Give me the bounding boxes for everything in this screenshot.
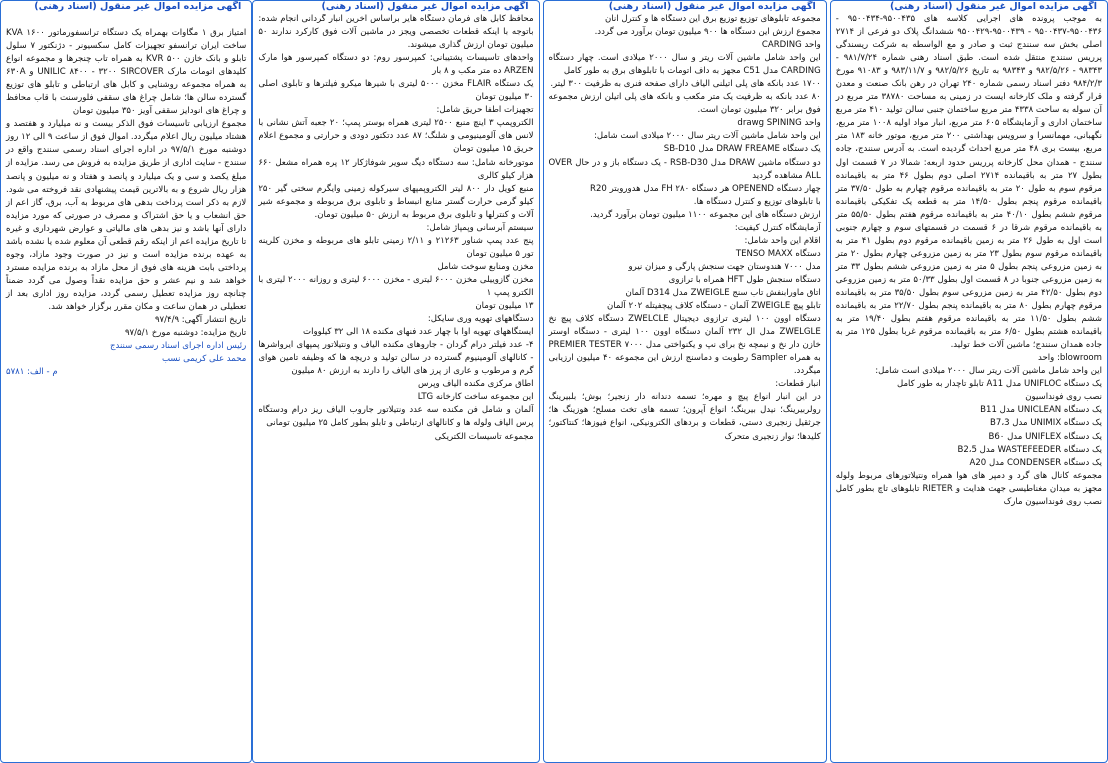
ad-column-2 xyxy=(543,0,827,763)
signature-block: رئیس اداره اجرای اسناد رسمی سنندج محمد علی کریمی نسب xyxy=(109,341,247,365)
ad-column-1 xyxy=(830,0,1108,763)
ad-body-text: امتیاز برق ۱ مگاوات بهمراه یک دستگاه ترانسفورماتور ۱۶۰۰ KVA ساخت ایران ترانسفو تجهیزات کامل سکسیونر - دژنکتور ۷ سلول تابلو و بانک خازن ۵۰۰ KVR به همراه تاب چنجرها و مجموعه انواع کلیدهای اتومات مارک UNILIC ۸۴۰۰ - ۳۲۰۰ SIRCOVER و ۶۳۰A به همراه مجموعه روشنایی و کابل های ارتباطی و تابلو های توزیع گسترده سالن ها؛ شامل چراغ های سقفی فلورسنت با قاب محافظ و چراغ های انودایز سقفی آویز ۳۵۰ میلیون تومان مجموع ارزیابی تاسیسات فوق الذکر بیست و نه میلیارد و هفتصد و هشتاد میلیون ریال اعلام میگردد. اموال فوق از ساعت ۹ الی ۱۲ روز دوشنبه مورخ ۹۷/۵/۱ در اداره اجرای اسناد رسمی سنندج واقع در سنندج - سایت اداری از طریق مزایده به فروش می رسد. مزایده از مبلغ یکصد و سی و یک میلیارد و پانصد و هفتاد و نه میلیون و پانصد هزار ریال شروع و به بالاترین قیمت پیشنهادی نقد فروخته می شود. لازم به ذکر است پرداخت بدهی های مربوط به آب، برق، گاز اعم از حق انشعاب و یا حق اشتراک و مصرف در صورتی که مورد مزایده دارای آنها باشد و نیز بدهی های مالیاتی و عوارض شهرداری و غیره تا تاریخ مزایده اعم از اینکه رقم قطعی آن معلوم شده یا نشده باشد به عهده برنده مزایده است و نیز در صورت وجود مازاد، وجوه پرداختی بابت هزینه های فوق از محل مازاد به برنده مزایده مسترد خواهد شد و نیم عشر و حق مزایده نقداً وصول می گردد ضمناً چنانچه روز مزایده تعطیل رسمی گردد، مزایده روز اداری بعد از تعطیلی در همان ساعت و مکان مقرر برگزار خواهد شد. تاریخ انتشار آگهی: ۹۷/۴/۹ تاریخ مزایده: دوشنبه مورخ ۹۷/۵/۱ xyxy=(6,28,247,339)
ad-body-text: محافظ کابل های فرمان دستگاه هایر براساس آخرین انبار گردانی انجام شده: باتوجه با اینکه قطعات تخصصی ویجز در ماشین آلات فوق کارکرد ندارند ۵۰ میلیون تومان ارزش گذاری میشوند. واحدهای تاسیسات پشتیبانی: کمپرسور روم: دو دستگاه کمپرسور هوا مارک ARZEN ده متر مکب و ۸ بار یک دستگاه FLAIR مخزن ۵۰۰۰ لیتری با شیرها میکرو فیلترها و تابلوی اصلی ۳۰ میلیون تومان تجهیزات اطفا حریق شامل: الکتروپمپ ۳ اینچ منبع ۲۵۰۰ لیتری همراه بوستر پمپ؛ ۲۰ جعبه آتش نشانی با لانس های آلومینیومی و شلنگ؛ ۸۷ عدد دتکتور دودی و حرارتی و مجموع اعلام حریق ۱۵ میلیون تومان موتورخانه شامل: سه دستگاه دیگ سویر شوفاژکار ۱۲ پره همراه مشعل ۶۶۰ هزار کیلو کالری منبع کویل دار ۸۰۰ لیتر الکتروپمپهای سیرکوله زمینی وایگرم سختی گیر ۲۵۰ کیلو گرمی حرارت گستر منابع انبساط و تابلوی برق مربوطه و مجموعه شیر آلات و کنترلها و تابلوی برق مربوط به ارزش ۵۰ میلیون تومان. سیستم آبرسانی وپمپاژ شامل: پنج عدد پمپ شناور ۲۱۲۶۳ و ۲/۱۱ زمینی تابلو های مربوطه و مخزن کلرینه تور ۵ میلیون تومان مخزن ومنابع سوخت شامل مخزن گازوییلی مخزن ۶۰۰۰ لیتری - مخزن ۶۰۰۰ لیتری و روزانه ۲۰۰۰ لیتری با الکترو پمپ ۱ ۱۳ میلیون تومان دستگاههای تهویه وری سایکل: ایستگاههای تهویه اوا با چهار عدد فنهای مکنده ۱۸ الی ۳۲ کیلووات ۴- عدد فیلتر درام گردان - جاروهای مکنده الیاف و ونتیلاتور پمپهای ایرواشرها - کانالهای آلومینیوم گسترده در سالن تولید و دریچه ها که وظیفه تامین هوای گرم و مرطوب و عاری از پرز های الیاف را دارند به ارزش ۸۰ میلیون اطاق مرکزی مکنده الیاف وپرس این مجموعه ساخت کارخانه LTG آلمان و شامل فن مکنده سه عدد ونتیلاتور جاروب الیاف ریز درام ودستگاه پرس الیاف ولوله ها و کانالهای ارتباطی و تابلو بطور کامل ۲۵ میلیون تومانی مجموعه تاسیسات الکتریکی xyxy=(258,14,534,442)
ad-title: آگهی مزایده اموال غیر منقول (اسناد رهنی) xyxy=(7,0,245,13)
ad-code: م - الف: ۵۷۸۱ xyxy=(6,367,58,378)
ad-title: آگهی مزایده اموال غیر منقول (اسناد رهنی) xyxy=(317,0,532,14)
ad-column-3 xyxy=(252,0,539,763)
ad-body-text: به موجب پرونده های اجرایی کلاسه های ۹۵۰۰۴۳۵-۹۵۰۰۴۳۴ - ۹۵۰۰۴۳۶-۹۵۰۰۴۳۷ - ۹۵۰۰۴۳۹-۹۵۰۰۴۲۹ ششدانگ پلاک دو فرعی از ۲۷۱۴ اصلی بخش سه سنندج ثبت و صادر و مع الواسطه به شرکت ریسندگی پرریس سنندج منتقل شده است. طبق اسناد رهنی شماره ۹۸۱/۷/۲۴ - ۹۸۳۴۳ - ۹۸۲/۵/۲۶ و ۹۸۳۴۳ به تاریخ ۹۸۲/۵/۲۶ و ۹۸۳/۱۱/۷ و ۹۱۰۸۳ مورخ ۹۸۴/۲/۳ دفتر اسناد رسمی شماره ۲۴۰ تهران در رهن بانک صنعت و معدن قرار گرفته و ملک کارخانه ایست در زمینی به مساحت ۳۸۷۸۰ متر مربع در آن سوله به ساحت ۴۳۳۸ متر مربع ساختمان جنبی سالن تولید ۴۱۰ متر مربع ساختمان اداری و آزمایشگاه ۶۰۵ متر مربع، انبار مواد اولیه ۱۰۰۸ متر مربع، نگهبانی، مهمانسرا و سرویس بهداشتی ۲۰۰ متر مربع، موتور خانه ۱۸۳ متر مربع، بیست بری ۴۸ متر مربع احداث گردیده است. به آدرس سنندج، جاده سنندج - همدان محل کارخانه پرریس حدود اربعه: شمالا در ۷ قسمت اول بطول ۲۷ متر به باقیمانده ۲۷۱۴ اصلی دوم بطول ۴۶ متر به باقیمانده مرقوم سوم به طول ۲۰ متر به باقیمانده مرقوم چهارم به طول ۳۷/۵۰ متر باقیمانده مرقوم پنجم بطول ۱۴/۵۰ متر به قطعه یک تفکیکی باقیمانده مرقوم ششم بطول ۴۰/۱۰ متر به باقیمانده مرقوم هفتم بطول ۵۵/۵۰ متر به باقیمانده مرقوم شرقا در ۶ قسمت در قسمتهای سوم و چهارم جنوبی است اول به طول ۲۶ متر به زمین باقیمانده مرقوم دوم بطول ۴۱ متر به باقیمانده مرقوم سوم بطول ۲۳ متر به زمین مزروعی چهارم بطول ۲۰ متر به زمین مزروعی پنجم بطول ۵ متر به زمین مزروعی ششم بطول ۳۳ متر به زمین مزروعی جنوبا در ۸ قسمت اول بطول ۵۰/۳۳ متر به زمین مزروعی دوم بطول ۴۲/۵۰ متر به زمین مزروعی سوم بطول ۳۵/۵۰ متر به باقیمانده مرقوم چهارم بطول ۸۰ متر به باقیمانده پنجم بطول ۲۲/۷۰ متر به باقیمانده ششم بطول ۱۱/۵۰ متر به باقیمانده مرقوم هفتم بطول ۱۹/۴۰ متر به باقیمانده هشتم بطول ۶/۵۰ متر به باقیمانده مرقوم غربا بطول ۱۲۵ متر به جاده همدان سنندج؛ ماشین آلات خط تولید. blowroom: واحد این واحد شامل ماشین آلات ریتر سال ۲۰۰۰ میلادی است شامل: یک دستگاه UNIFLOC مدل A11 تابلو تاچدار به طور کامل نصب روی فونداسیون یک دستگاه UNICLEAN مدل B11 یک دستگاه UNIMIX مدل B7،3 یک دستگاه UNIFLEX مدل B6۰ یک دستگاه WASTEFEEDER مدل B2،5 یک دستگاه CONDENSER مدل A20 مجموعه کانال های گرد و دمپر های هوا همراه ونتیلاتورهای مربوط ولوله مجهز به میدان مغناطیسی جهت هدایت و RIETER تابلوهای تاچ بطور کامل نصب روی فونداسیون مارک xyxy=(835,14,1103,507)
ad-column-4 xyxy=(0,0,252,763)
ad-body-text: مجموعه تابلوهای توزیع توزیع برق این دستگاه ها و کنترل آنان مجموع ارزش این دستگاه ها ۹۰۰ میلیون تومان برآورد می گردد. واحد CARDING این واحد شامل ماشین آلات ریتر و سال ۲۰۰۰ میلادی است. چهار دستگاه CARDING مدل C51 مجهز به داف اتومات با تابلوهای برق به طور کامل ۱۷۰۰ عدد بانکه های پلی اتیلنی الیاف دارای صفحه فنری به ظرفیت ۳۰۰ لیتر. ۸۰ عدد بانکه به ظرفیت یک متر مکعب و بانکه های پلی اتیلن ارزش مجموعه فوق برابر ۳۲۰ میلیون تومان است. واحد drawg SPINING این واحد شامل ماشین آلات ریتر سال ۲۰۰۰ میلادی است شامل: یک دستگاه DRAW FREAME مدل SB-D10 دو دستگاه ماشین DRAW مدل RSB-D30 - یک دستگاه باز و در حال OVER ALL مشاهده گردید چهار دستگاه OPENEND هر دستگاه FH ۲۸۰ مدل هدوروبتر R20 با تابلوهای توزیع و کنترل دستگاه ها. ارزش دستگاه های این مجموعه ۱۱۰۰ میلیون تومان برآورد گردید. آزمایشگاه کنترل کیفیت: اقلام این واحد شامل: دستگاه TENSO MAXX مدل ۷۰۰۰ هندوستان جهت سنجش پارگی و میزان نیرو دستگاه سنجش طول HFT همراه با ترازوی اتاق ماورابنفش تاب سنج ZWEIGLE مدل D314 آلمان تابلو پیچ ZWEIGLE آلمان - دستگاه کلاف پیچفیتله ۲۰۲ آلمان دستگاه اوون ۱۰۰ لیتری ترازوی دیجیتال ZWELCLE دستگاه کلاف پیچ نخ ZWELGLE مدل ال ۲۳۲ آلمان دستگاه اوون ۱۰۰ لیتری - دستگاه اوستر خازن دار نخ و نیمچه نخ برای نپ و یکنواختی مدل ۷۰۰۰ PREMIER TESTER به همراه Sampler رطوبت و دماسنج ارزش این مجموعه ۴۰ میلیون ارزیابی میگردد. انبار قطعات: در این انبار انواع پیچ و مهره؛ تسمه دندانه دار زنجیر؛ بوش؛ بلبیرینگ رولربیرینگ؛ نیدل بیرینگ؛ انواع آپرون؛ تسمه های تخت مسلح؛ هوزینگ ها؛ جرثقیل زنجیری دستی، قطعات و بردهای الکترونیکی، انواع فیوزها؛ کنتاکتور؛ کلیدها؛ نوار زنجیری متحرک xyxy=(548,14,821,442)
ad-title: آگهی مزایده اموال غیر منقول (اسناد رهنی) xyxy=(886,0,1101,14)
ad-title: آگهی مزایده اموال غیر منقول (اسناد رهنی) xyxy=(605,0,820,14)
